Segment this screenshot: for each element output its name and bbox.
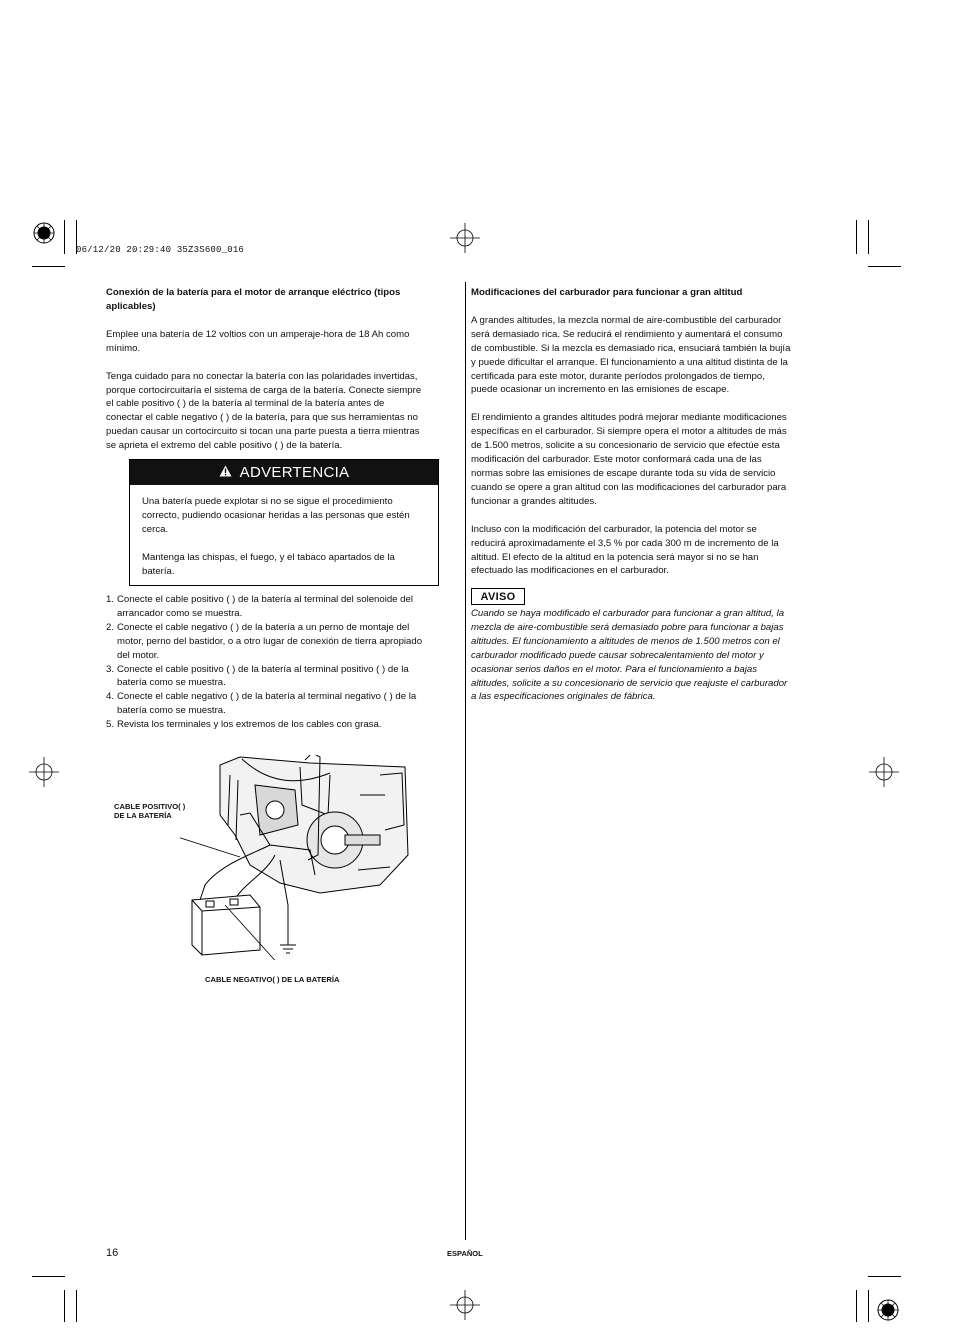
performance-text: El rendimiento a grandes altitudes podrá mejorar mediante modificaciones específicas en el carburador. Si siempre opera el motor a altitudes de más de 1.500 metros, solicite a su concesionario de servicio que efectúe esta modificación del carburador. Este motor conformará cada una de las normas sobre las emisiones de escape durante toda su vida de servicio cuando se opere a gran altitud con las modificaciones del carburador para funcionar a grandes altitudes. — [471, 412, 787, 507]
notice-label: AVISO — [471, 588, 525, 605]
positive-cable-caption: CABLE POSITIVO( ) DE LA BATERÍA — [114, 802, 186, 820]
right-column — [471, 286, 831, 578]
crosshair-right — [869, 757, 899, 787]
power-reduction-text: Incluso con la modificación del carburador, la potencia del motor se reducirá aproximadamente el 3,5 % por cada 300 m de incremento de la altitud. El efecto de la altitud en la potencia será mayor si no se han efectuado las modificaciones en el carburador. — [471, 523, 779, 577]
list-item: 2. Conecte el cable negativo ( ) de la batería a un perno de montaje del motor, perno del bastidor, o a otro lugar de conexión de tierra apropiado del motor. — [106, 621, 423, 661]
crosshair-left — [29, 757, 59, 787]
connection-steps — [106, 593, 462, 732]
warning-title: ADVERTENCIA — [239, 464, 350, 481]
battery-section-title: Conexión de la batería para el motor de arranque eléctrico (tipos aplicables) — [106, 287, 401, 312]
print-job-code: 06/12/20 20:29:40 35Z3S600_016 — [76, 245, 245, 255]
crosshair-top-center — [450, 223, 480, 253]
left-column — [106, 286, 456, 453]
warning-text-explosion: Una batería puede explotar si no se sigue el procedimiento correcto, pudiendo ocasionar heridas a las personas que estén cerca. — [142, 496, 410, 535]
list-item: 3. Conecte el cable positivo ( ) de la batería al terminal positivo ( ) de la batería como se muestra. — [106, 663, 409, 689]
notice-text: Cuando se haya modificado el carburador para funcionar a gran altitud, la mezcla de aire-combustible será demasiado pobre para funcionar a bajas altitudes. El funcionamiento a altitudes de menos de 1.500 metros con el carburador modificado puede causar sobrecalentamiento del motor y ocasionar serios daños en el motor. Para el funcionamiento a bajas altitudes, solicite a su concesionario de servicio que reajuste el carburador a las especificaciones originales de fábrica. — [471, 608, 788, 703]
language-label: ESPAÑOL — [447, 1249, 483, 1258]
list-item: 5. Revista los terminales y los extremos de los cables con grasa. — [106, 719, 382, 731]
column-divider — [465, 282, 466, 1240]
list-item: 4. Conecte el cable negativo ( ) de la batería al terminal negativo ( ) de la batería como se muestra. — [106, 691, 417, 717]
crosshair-bottom-center — [450, 1290, 480, 1320]
list-item: 1. Conecte el cable positivo ( ) de la batería al terminal del solenoide del arrancador como se muestra. — [106, 594, 413, 619]
starburst-target-top-left — [34, 223, 54, 243]
battery-requirement-text: Emplee una batería de 12 voltios con un amperaje-hora de 18 Ah como mínimo. — [106, 328, 410, 354]
page-number: 16 — [106, 1247, 119, 1259]
warning-text-sparks: Mantenga las chispas, el fuego, y el tabaco apartados de la batería. — [142, 551, 395, 577]
warning-box — [129, 459, 439, 586]
starburst-target-bottom-right — [878, 1300, 898, 1320]
carburetor-section-title: Modificaciones del carburador para funcionar a gran altitud — [471, 287, 743, 298]
engine-battery-illustration — [180, 755, 410, 960]
high-altitude-text: A grandes altitudes, la mezcla normal de aire-combustible del carburador será demasiado rica. Se reducirá el rendimiento y aumentará el consumo de combustible. Si la mezcla es demasiado rica, ensuciará también la bujía y puede dificultar el arranque. El funcionamiento a una altitud distinta de la certificada para este motor, durante períodos prolongados de tiempo, puede ocasionar un incremento en las emisiones de escape. — [471, 314, 791, 396]
polarity-caution-text: Tenga cuidado para no conectar la batería con las polaridades invertidas, porque cortocircuitaría el sistema de carga de la batería. Conecte siempre el cable positivo ( ) de la batería al terminal de la batería antes de conectar el cable negativo ( ) de la batería, para que sus herramientas no puedan causar un cortocircuito si tocan una parte puesta a tierra mientras se aprieta el extremo del cable positivo ( ) de la batería. — [106, 370, 422, 452]
warning-triangle-icon — [219, 464, 232, 481]
negative-cable-caption: CABLE NEGATIVO( ) DE LA BATERÍA — [205, 975, 340, 984]
warning-header — [130, 460, 438, 485]
